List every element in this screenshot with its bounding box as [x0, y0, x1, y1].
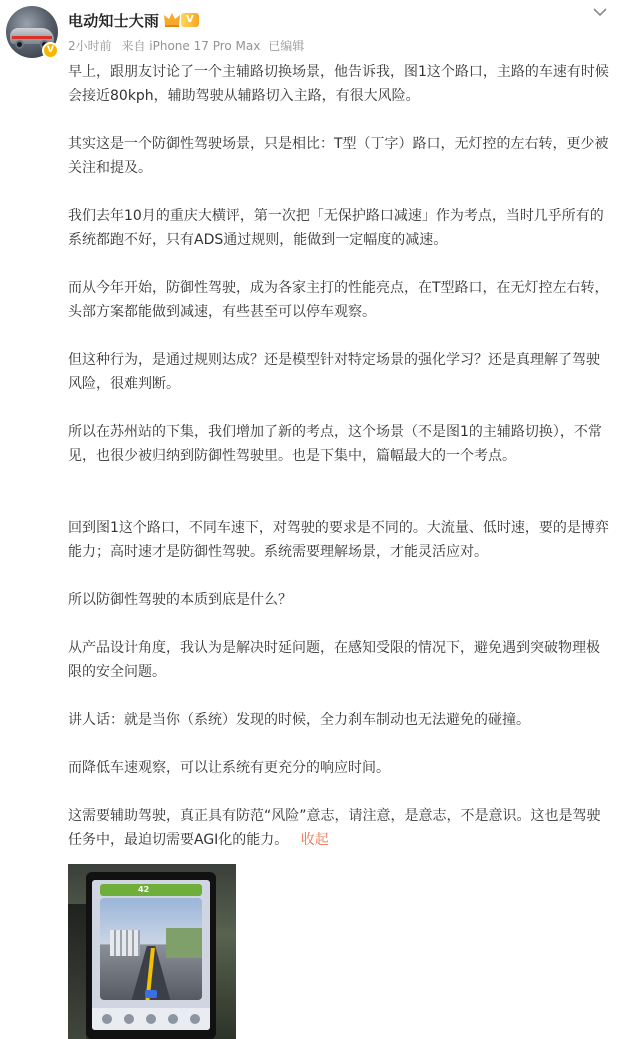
speed-readout: 42	[138, 885, 150, 894]
navigation-banner	[100, 884, 202, 896]
member-badge: V	[181, 13, 199, 27]
post-paragraph-last	[68, 804, 613, 852]
post-paragraph: 讲人话：就是当你（系统）发现的时候，全力刹车制动也无法避免的碰撞。	[68, 712, 530, 728]
post-paragraph: 而降低车速观察，可以让系统有更充分的响应时间。	[68, 760, 390, 776]
post-time: 2小时前	[68, 39, 112, 53]
post-paragraph: 其实这是一个防御性驾驶场景，只是相比：T型（丁字）路口，无灯控的左右转，更少被关注和提及。	[68, 136, 609, 176]
dock-icon	[168, 1014, 178, 1024]
post-paragraph: 但这种行为，是通过规则达成？还是模型针对特定场景的强化学习？还是真理解了驾驶风险，很难判断。	[68, 352, 600, 392]
screen-dock	[92, 1008, 210, 1030]
dock-icon	[102, 1014, 112, 1024]
verified-badge: V	[42, 42, 59, 59]
post-paragraph-text: 这需要辅助驾驶，真正具有防范“风险”意志，请注意，是意志，不是意识。这也是驾驶任务中，最迫切需要AGI化的能力。	[68, 808, 601, 848]
post-edited[interactable]: 已编辑	[268, 39, 305, 53]
post-paragraph: 早上，跟朋友讨论了一个主辅路切换场景，他告诉我，图1这个路口，主路的车速有时候会接近80kph，辅助驾驶从辅路切入主路，有很大风险。	[68, 64, 609, 104]
driving-visualization	[100, 898, 202, 1000]
collapse-link[interactable]: 收起	[300, 832, 329, 848]
post-paragraph: 所以防御性驾驶的本质到底是什么？	[68, 592, 292, 608]
car-interior	[68, 904, 86, 1039]
post-paragraph: 从产品设计角度，我认为是解决时延问题，在感知受限的情况下，避免遇到突破物理极限的安全问题。	[68, 640, 600, 680]
ego-car	[145, 990, 157, 998]
post-meta	[68, 37, 304, 54]
post-paragraph: 我们去年10月的重庆大横评，第一次把「无保护路口减速」作为考点，当时几乎所有的系统都跑不好，只有ADS通过规则，能做到一定幅度的减速。	[68, 208, 604, 248]
post-source: 来自 iPhone 17 Pro Max	[121, 39, 261, 53]
crown-icon	[163, 11, 181, 28]
chevron-down-icon[interactable]	[592, 6, 608, 18]
dock-icon	[124, 1014, 134, 1024]
dock-icon	[190, 1014, 200, 1024]
post-paragraph: 而从今年开始，防御性驾驶，成为各家主打的性能亮点，在T型路口，在无灯控左右转，头部方案都能做到减速，有些甚至可以停车观察。	[68, 280, 609, 320]
author-name[interactable]: 电动知士大雨	[68, 12, 160, 30]
dock-icon	[146, 1014, 156, 1024]
post-paragraph: 回到图1这个路口，不同车速下，对驾驶的要求是不同的。大流量、低时速，要的是博弈能力；高时速才是防御性驾驶。系统需要理解场景，才能灵活应对。	[68, 520, 609, 560]
post-paragraph: 所以在苏州站的下集，我们增加了新的考点，这个场景（不是图1的主辅路切换），不常见，也很少被归纳到防御性驾驶里。也是下集中，篇幅最大的一个考点。	[68, 424, 602, 464]
post-image[interactable]	[68, 864, 236, 1039]
dashboard-screen	[92, 880, 210, 1030]
